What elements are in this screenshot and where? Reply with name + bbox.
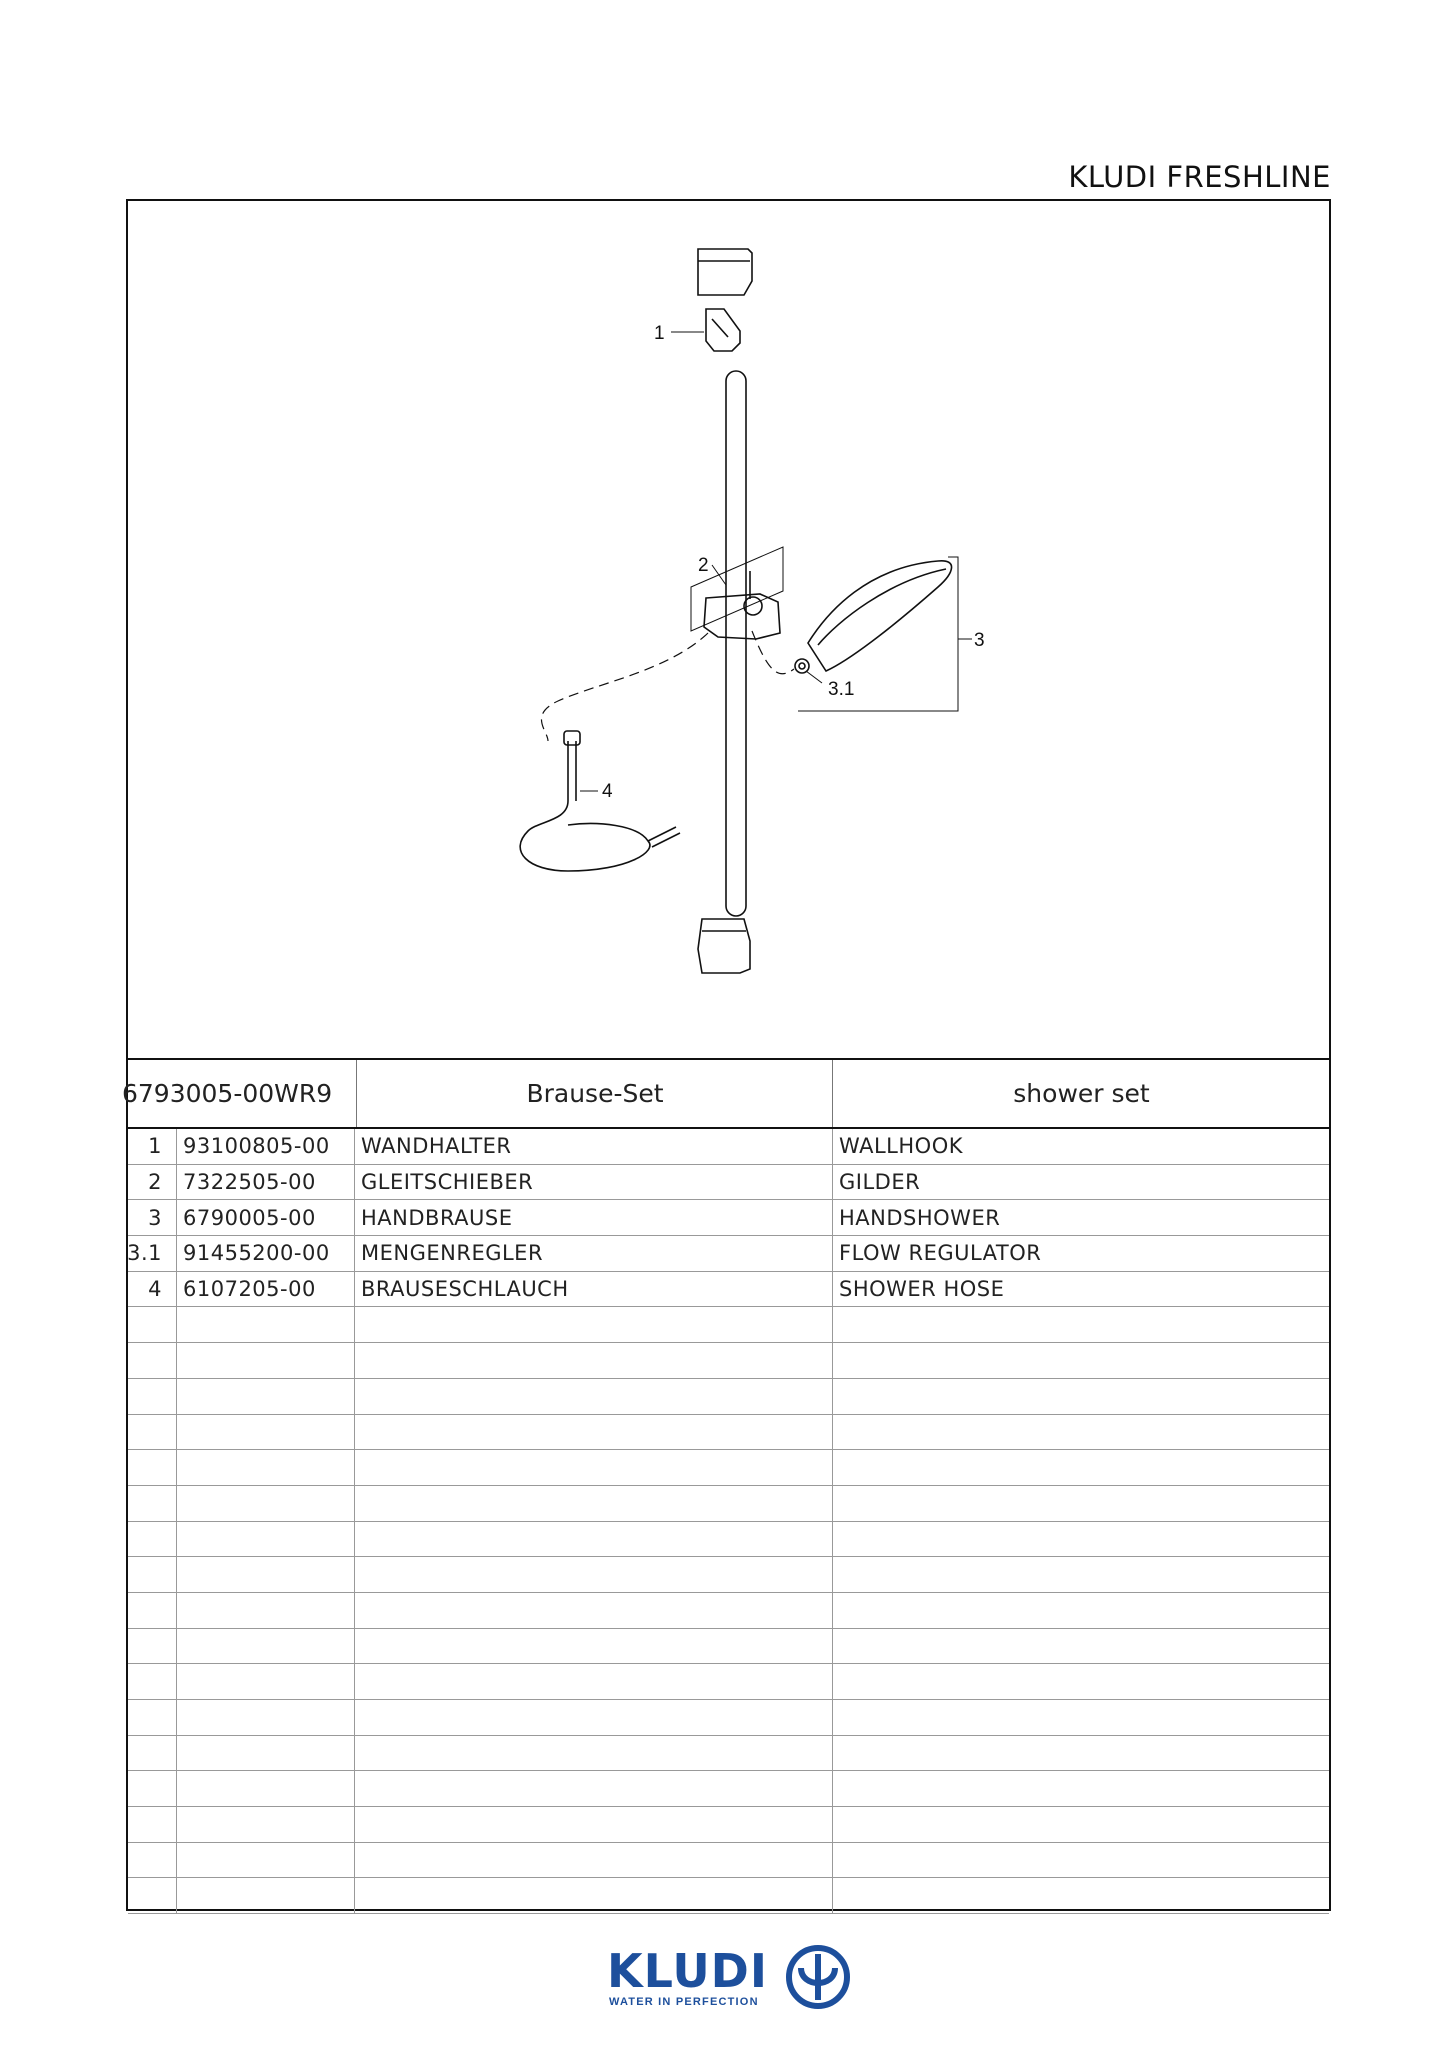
flow-regulator-part — [795, 659, 809, 673]
empty-cell — [354, 1807, 832, 1842]
empty-table-row — [128, 1415, 1329, 1451]
empty-cell — [832, 1379, 1329, 1414]
empty-cell — [128, 1343, 176, 1378]
pos-cell: 1 — [148, 1134, 162, 1159]
empty-cell — [354, 1379, 832, 1414]
top-end-cap — [698, 249, 752, 295]
empty-cell — [128, 1307, 176, 1342]
empty-cell — [176, 1593, 354, 1628]
english-name-cell: GILDER — [832, 1165, 1329, 1200]
callout-3: 3 — [974, 630, 985, 651]
handshower-part — [808, 561, 952, 671]
empty-table-row — [128, 1664, 1329, 1700]
empty-cell — [128, 1843, 176, 1878]
pos-cell: 3.1 — [127, 1241, 162, 1266]
empty-cell — [832, 1700, 1329, 1735]
empty-cell — [176, 1736, 354, 1771]
empty-cell — [128, 1415, 176, 1450]
empty-cell — [832, 1664, 1329, 1699]
empty-cell — [176, 1343, 354, 1378]
empty-cell — [128, 1807, 176, 1842]
water-drop-logo-icon — [785, 1944, 851, 2010]
set-article-number: 6793005-00WR9 — [122, 1079, 333, 1108]
empty-table-row — [128, 1843, 1329, 1879]
empty-cell — [832, 1771, 1329, 1806]
empty-cell — [832, 1307, 1329, 1342]
empty-table-row — [128, 1343, 1329, 1379]
table-row — [128, 1200, 1329, 1236]
empty-table-row — [128, 1700, 1329, 1736]
empty-cell — [832, 1843, 1329, 1878]
exploded-view-drawing — [128, 201, 1329, 1058]
empty-cell — [354, 1307, 832, 1342]
empty-cell — [354, 1878, 832, 1913]
pos-cell: 2 — [148, 1170, 162, 1195]
empty-cell — [832, 1557, 1329, 1592]
part-number-cell: 93100805-00 — [176, 1129, 354, 1164]
empty-cell — [176, 1878, 354, 1913]
empty-cell — [832, 1593, 1329, 1628]
table-row — [128, 1165, 1329, 1201]
empty-cell — [354, 1415, 832, 1450]
shower-hose-part — [520, 741, 650, 871]
empty-cell — [176, 1450, 354, 1485]
empty-cell — [354, 1522, 832, 1557]
empty-cell — [176, 1629, 354, 1664]
empty-cell — [128, 1878, 176, 1913]
empty-cell — [176, 1664, 354, 1699]
callout-3-1: 3.1 — [828, 679, 855, 700]
part-number-cell: 7322505-00 — [176, 1165, 354, 1200]
part-number-cell: 6790005-00 — [176, 1200, 354, 1235]
empty-cell — [128, 1629, 176, 1664]
empty-cell — [176, 1307, 354, 1342]
callout-2: 2 — [698, 555, 709, 576]
english-name-cell: WALLHOOK — [832, 1129, 1329, 1164]
empty-cell — [176, 1522, 354, 1557]
empty-cell — [832, 1736, 1329, 1771]
empty-cell — [354, 1843, 832, 1878]
empty-table-row — [128, 1807, 1329, 1843]
pos-cell: 3 — [148, 1205, 162, 1230]
empty-cell — [176, 1557, 354, 1592]
empty-cell — [354, 1664, 832, 1699]
empty-cell — [354, 1629, 832, 1664]
callout-4: 4 — [602, 781, 613, 802]
empty-cell — [832, 1807, 1329, 1842]
empty-table-row — [128, 1736, 1329, 1772]
empty-cell — [832, 1486, 1329, 1521]
german-name-cell: HANDBRAUSE — [354, 1200, 832, 1235]
empty-cell — [832, 1450, 1329, 1485]
empty-cell — [128, 1522, 176, 1557]
table-row — [128, 1129, 1329, 1165]
english-name-cell: SHOWER HOSE — [832, 1272, 1329, 1307]
empty-cell — [832, 1629, 1329, 1664]
table-row — [128, 1272, 1329, 1308]
empty-cell — [354, 1736, 832, 1771]
kludi-logo — [607, 1944, 852, 2010]
german-name-cell: GLEITSCHIEBER — [354, 1165, 832, 1200]
empty-cell — [832, 1522, 1329, 1557]
empty-table-row — [128, 1557, 1329, 1593]
document-title: KLUDI FRESHLINE — [1068, 160, 1331, 194]
bottom-end-cap — [698, 919, 750, 973]
glider-part — [704, 594, 780, 639]
pos-cell: 4 — [148, 1277, 162, 1302]
empty-cell — [832, 1878, 1329, 1913]
empty-cell — [128, 1664, 176, 1699]
set-name-english: shower set — [832, 1060, 1330, 1127]
german-name-cell: BRAUSESCHLAUCH — [354, 1272, 832, 1307]
empty-cell — [176, 1700, 354, 1735]
empty-table-row — [128, 1486, 1329, 1522]
empty-cell — [354, 1593, 832, 1628]
wall-holder-part — [706, 309, 740, 351]
logo-wordmark: KLUDI — [607, 1944, 768, 1998]
empty-cell — [832, 1343, 1329, 1378]
empty-cell — [128, 1486, 176, 1521]
empty-cell — [128, 1593, 176, 1628]
part-number-cell: 6107205-00 — [176, 1272, 354, 1307]
logo-tagline: WATER IN PERFECTION — [609, 1996, 759, 2008]
empty-cell — [128, 1379, 176, 1414]
english-name-cell: FLOW REGULATOR — [832, 1236, 1329, 1271]
empty-cell — [354, 1450, 832, 1485]
empty-cell — [128, 1771, 176, 1806]
empty-cell — [354, 1771, 832, 1806]
empty-table-row — [128, 1379, 1329, 1415]
set-header-row — [122, 1058, 1329, 1129]
empty-table-row — [128, 1878, 1329, 1914]
empty-cell — [176, 1807, 354, 1842]
part-number-cell: 91455200-00 — [176, 1236, 354, 1271]
empty-cell — [128, 1736, 176, 1771]
empty-table-row — [128, 1629, 1329, 1665]
callout-1: 1 — [654, 323, 665, 344]
german-name-cell: WANDHALTER — [354, 1129, 832, 1164]
empty-cell — [176, 1415, 354, 1450]
empty-table-row — [128, 1307, 1329, 1343]
empty-table-row — [128, 1522, 1329, 1558]
empty-cell — [176, 1843, 354, 1878]
empty-cell — [354, 1486, 832, 1521]
table-row — [128, 1236, 1329, 1272]
german-name-cell: MENGENREGLER — [354, 1236, 832, 1271]
english-name-cell: HANDSHOWER — [832, 1200, 1329, 1235]
empty-cell — [354, 1557, 832, 1592]
empty-table-row — [128, 1771, 1329, 1807]
empty-cell — [176, 1379, 354, 1414]
empty-cell — [176, 1486, 354, 1521]
rail — [726, 371, 746, 916]
empty-cell — [354, 1343, 832, 1378]
empty-cell — [832, 1415, 1329, 1450]
parts-sheet-frame — [122, 199, 1331, 1911]
empty-table-row — [128, 1593, 1329, 1629]
empty-cell — [176, 1771, 354, 1806]
empty-cell — [128, 1700, 176, 1735]
set-name-german: Brause-Set — [356, 1060, 833, 1127]
empty-table-row — [128, 1450, 1329, 1486]
empty-cell — [354, 1700, 832, 1735]
parts-table — [128, 1129, 1329, 1914]
empty-cell — [128, 1557, 176, 1592]
empty-cell — [128, 1450, 176, 1485]
